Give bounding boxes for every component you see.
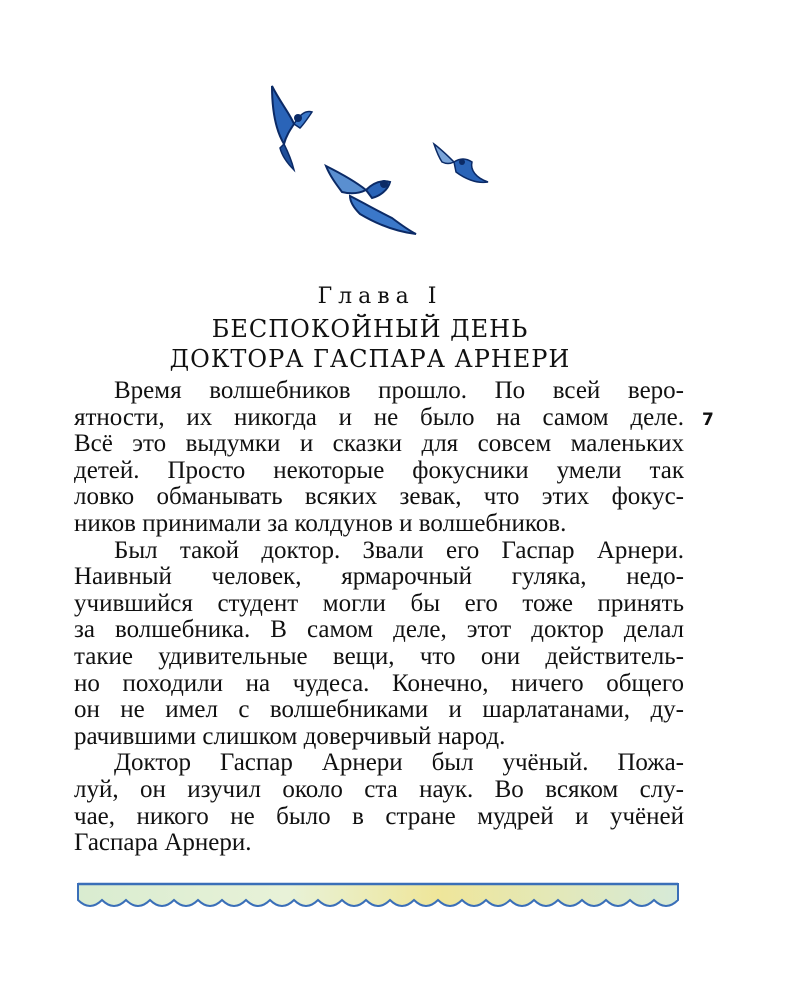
bird-icon bbox=[434, 144, 488, 182]
text-line: учившийся студент могли бы его тоже принять bbox=[74, 589, 684, 617]
text-line: Доктор Гаспар Арнери был учёный. Пожа- bbox=[114, 749, 684, 777]
wave-ornament bbox=[76, 878, 680, 918]
text-line: Был такой доктор. Звали его Гаспар Арнери. bbox=[114, 536, 684, 564]
body-text bbox=[74, 378, 684, 857]
bird-icon bbox=[326, 166, 416, 234]
text-line: за волшебника. В самом деле, этот доктор делал bbox=[74, 616, 684, 644]
text-line: Всё это выдумки и сказки для совсем маленьких bbox=[74, 430, 684, 458]
chapter-label: Глава I bbox=[317, 284, 443, 309]
birds-illustration bbox=[250, 78, 510, 248]
text-line: Наивный человек, ярмарочный гуляка, недо- bbox=[74, 563, 684, 591]
text-line: но походили на чудеса. Конечно, ничего общего bbox=[74, 669, 684, 697]
chapter-title-line: БЕСПОКОЙНЫЙ ДЕНЬ bbox=[211, 315, 529, 343]
text-line: ников принимали за колдунов и волшебников. bbox=[74, 509, 567, 537]
text-line: рачившими слишком доверчивый народ. bbox=[74, 722, 506, 750]
bird-icon bbox=[272, 86, 312, 170]
text-line: Гаспара Арнери. bbox=[74, 829, 252, 857]
chapter-title-line: ДОКТОРА ГАСПАРА АРНЕРИ bbox=[169, 345, 571, 373]
text-line: Время волшебников прошло. По всей веро- bbox=[114, 377, 684, 404]
text-line: он не имел с волшебниками и шарлатанами, ду- bbox=[74, 696, 684, 724]
text-line: ятности, их никогда и не было на самом деле. bbox=[74, 403, 684, 431]
chapter-title bbox=[100, 314, 640, 374]
text-line: чае, никого не было в стране мудрей и учёней bbox=[74, 802, 684, 830]
page-number: 7 bbox=[702, 410, 714, 430]
text-line: такие удивительные вещи, что они действитель- bbox=[74, 642, 684, 670]
text-line: ловко обманывать всяких зевак, что этих фокус- bbox=[74, 483, 684, 511]
text-line: луй, он изучил около ста наук. Во всяком слу- bbox=[74, 775, 684, 803]
text-line: детей. Просто некоторые фокусники умели так bbox=[74, 456, 684, 484]
